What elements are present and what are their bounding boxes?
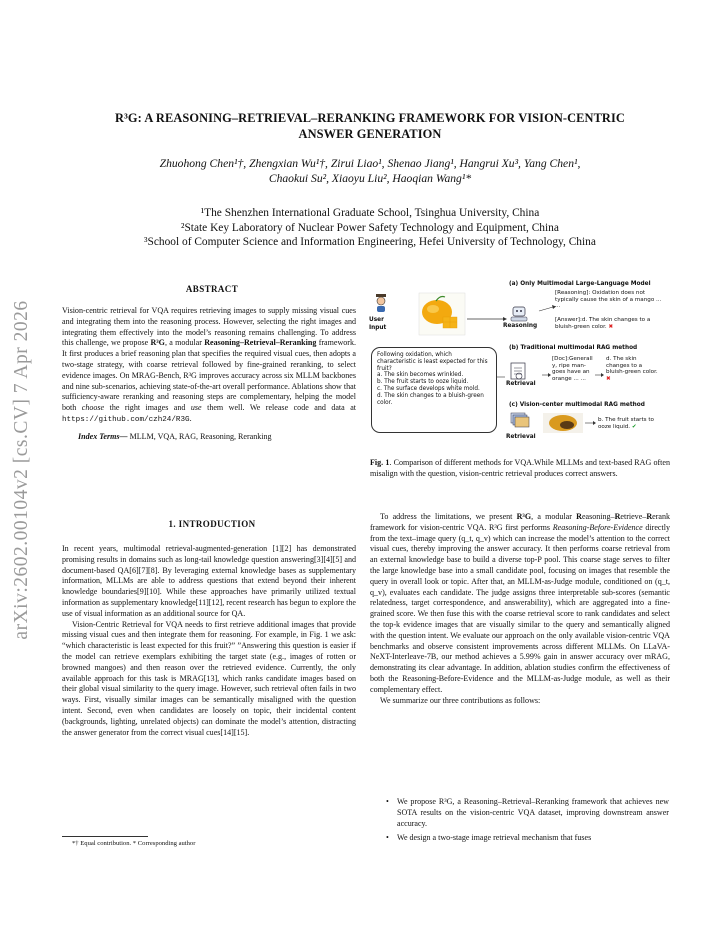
caption-text: . Comparison of different methods for VQA.While MLLMs and text-based RAG often misalign with the question, vision-centric retrieval produces correct answers. [370,458,670,478]
wrong-icon: ✖ [606,376,611,383]
intro-paragraph-2: Vision-Centric Retrieval for VQA needs to first retrieve additional images that provide missing visual cues and then integrate them for reasoning. For example, in Fig. 1 we ask: “which characteristic is least expected for this fruit?” ”Answering this question is easier if the model can retrieve exemplars exhibiting the target state (e.g., images of rotten or browned mangoes) and then reason over the retrieved evidence. Currently, the only available approach for this task is MRAG[13], which ranks candidate images based on their global visual similarity to the query image. However, such retrieval often fails in two ways. First, visually similar images can be semantically misaligned with the question intent. Second, even when candidates are loosely on topic, their incidental content (backgrounds, lighting, unrelated objects) can dominate the model’s attention, distracting the answer generator from the correct visual cues[14][15]. [62,619,356,737]
retrieval-label-b: Retrieval [506,381,536,387]
intro-body [62,544,356,738]
intro-paragraph-1: In recent years, multimodal retrieval-augmented-generation [1][2] has demonstrated promising results in domains such as long-tail knowledge question answering[3][4][5] and document-based QA[6][7][8]. By leveraging external knowledge bases as supplementary information, MLLMs are able to address questions that extend beyond their inherent knowledge boundaries[9][10]. While these approaches have primarily utilized textual information as supplementary knowledge[11][12], recent research has begun to explore the use of visual information as an additional source for QA. [62,544,356,618]
panel-b-title: (b) Traditional multimodal RAG method [509,345,638,351]
mango-image [419,293,465,335]
authors-line-2: Chaokui Su², Xiaoyu Liu², Haoqian Wang¹* [268,172,472,185]
panel-b-answer [606,356,658,383]
abstract-text-6: . [189,413,192,423]
list-item: • We design a two-stage image retrieval mechanism that fuses [386,833,592,843]
footnote-rule [62,836,148,837]
check-icon: ✔ [631,423,637,430]
image-stack-icon [511,413,529,427]
option-b: b. The fruit starts to ooze liquid. [377,379,469,386]
abstract-emph-choose: choose [81,403,105,413]
panel-a-answer [555,317,665,330]
author-list [70,156,670,186]
abstract-text-4: the right images and [104,403,191,413]
user-label: User [369,317,384,323]
code-url-link[interactable]: https://github.com/czh24/R3G [62,415,190,424]
affiliation-3: ³School of Computer Science and Information Engineering, Hefei University of Technology, China [144,236,596,248]
right-bold-r2: R [614,512,621,521]
panel-a-title: (a) Only Multimodal Large-Language Model [509,281,651,287]
authors-line-1: Zhuohong Chen¹†, Zhengxian Wu¹†, Zirui Liao¹, Shenao Jiang¹, Hangrui Xu³, Yang Chen¹, [159,157,581,170]
option-c: c. The surface develops white mold. [377,385,480,392]
arxiv-stamp-text: arXiv:2602.00104v2 [cs.CV] 7 Apr 2026 [11,300,32,640]
right-text-5: erank framework for vision-centric VQA. R³G first performs [370,512,670,532]
document-icon [511,363,525,379]
contributions-intro: We summarize our three contributions as follows: [380,695,541,705]
abstract-text-5: them well. We release code and data at [201,403,357,413]
panel-b-answer-text: d. The skin changes to a bluish-green color. [606,356,658,376]
figure-caption [370,458,670,480]
title-line-1: R³G: A REASONING–RETRIEVAL–RERANKING FRAMEWORK FOR VISION-CENTRIC [115,111,625,125]
abstract-text-2: , a modular [164,338,205,348]
reasoning-label: Reasoning [503,323,538,329]
list-item: • We propose R³G, a Reasoning–Retrieval–Reranking framework that achieves new SOTA results on the vision-centric VQA dataset, improving downstream answer accuracy. [386,797,669,828]
title-line-2: ANSWER GENERATION [298,127,442,141]
affiliation-2: ²State Key Laboratory of Nuclear Power Safety Technology and Equipment, China [181,221,559,234]
figure-1 [367,279,667,449]
abstract-emph-use: use [190,403,202,413]
list-item-text: We design a two-stage image retrieval mechanism that fuses [397,833,592,843]
right-text-3: easoning– [581,512,615,521]
right-bold-r3: R [646,512,653,521]
panel-c-title: (c) Vision-center multimodal RAG method [509,402,645,408]
retrieval-label-c: Retrieval [506,434,536,440]
index-terms: MLLM, VQA, RAG, Reasoning, Reranking [127,431,272,441]
index-terms-label: Index Terms— [78,431,128,441]
abstract-method-name: R³G [150,338,165,348]
right-method-name: R³G [516,512,532,521]
abstract-heading: ABSTRACT [185,284,239,294]
panel-a-reasoning: [Reasoning]: Oxidation does not typically cause the skin of a mango ... ... [555,290,662,310]
arxiv-stamp [2,260,42,680]
abstract-text-3: framework. It first produces a brief reasoning plan that specifies the required visual cues, then adopts a two-stage strategy, with coarse retrieval followed by fine-grained reranking, to select evidence images. On MRAG-Bench, R³G improves accuracy across six MLLM backbones and nine sub-scenarios, achieving state-of-the-art overall performance. Ablations show that sufficiency-aware reranking and reasoning steps are complementary, helping the model both [62,338,356,413]
input-label: Input [369,325,387,331]
affiliations [60,206,680,250]
right-text-2: , a modular [531,512,577,521]
option-a: a. The skin becomes wrinkled. [377,372,464,379]
question-box [371,347,497,433]
option-d: d. The skin changes to a bluish-green color. [377,392,484,406]
list-item-text: We propose R³G, a Reasoning–Retrieval–Reranking framework that achieves new SOTA results on the vision-centric VQA dataset, improving downstream answer accuracy. [397,797,669,828]
question-text: Following oxidation, which characteristic is least expected for this fruit? [377,352,488,372]
panel-c-answer-text: b. The fruit starts to ooze liquid. [598,417,654,430]
robot-icon [511,307,527,321]
right-text-6: directly from the text–image query (q_t, q_v) which can increase the model’s attention to the correct visual cues, thereby improving the answer accuracy. It then performs coarse retrieval from an external knowledge base to build a diverse top-P pool. This coarse stage serves to filter the large knowledge base into a small candidate pool, focusing on images that resemble the query in overall look or topic. After that, an MLLM-as-Judge module, conditioned on (q_t, q_v), evaluates each candidate. The judge assigns three interpretable sub-scores (semantic relatedness, target correspondence, and answerability), which are aggregated into a fine-grained score. We then fuse this with the coarse retrieval score to rank candidates and select the top-k evidence images that are visually similar to the query and semantically aligned with the question intent. We evaluate our approach on the only available vision-centric VQA benchmarks and observe consistent improvements across different MLLMs. On LLaVA-NeXT-Interleave-7B, our method achieves a 5.99% gain in answer accuracy over mRAG, demonstrating its clear advantage. In addition, ablation studies confirm the effectiveness of both the Reasoning-Before-Evidence and the MLLM-as-Judge module, as well as their complementary effect. [370,522,670,694]
affiliation-1: ¹The Shenzhen International Graduate School, Tsinghua University, China [200,207,540,219]
footnote: *† Equal contribution. * Corresponding author [72,840,196,847]
wrong-icon: ✖ [608,323,614,330]
user-icon [376,294,386,312]
panel-a-answer-text: [Answer]:d. The skin changes to a bluish-green color. [555,317,651,330]
right-emph-rbe: Reasoning-Before-Evidence [552,522,643,532]
right-text-4: etrieve– [620,512,647,521]
abstract-body [62,306,356,443]
abstract-framework-name: Reasoning–Retrieval–Reranking [204,338,317,348]
right-column-body [370,512,670,706]
panel-b-doc: [Doc]:Generall y, ripe man- goes have an orange ... ... [552,356,593,383]
right-bold-r1: R [576,512,582,521]
right-text-1: To address the limitations, we present [380,512,517,521]
contributions-list [383,797,669,848]
abstract-text-1: Vision-centric retrieval for VQA requires retrieving images to supply missing visual cues and integrating them into the reasoning process. However, selecting the right images and integrating them effectively into the model’s reasoning remains challenging. To address this challenge, we propose [62,306,356,348]
caption-label: Fig. 1 [370,458,390,467]
intro-heading: 1. INTRODUCTION [168,519,256,529]
rotten-mango-image [543,413,583,433]
paper-title [60,110,680,142]
panel-c-answer [598,417,664,430]
